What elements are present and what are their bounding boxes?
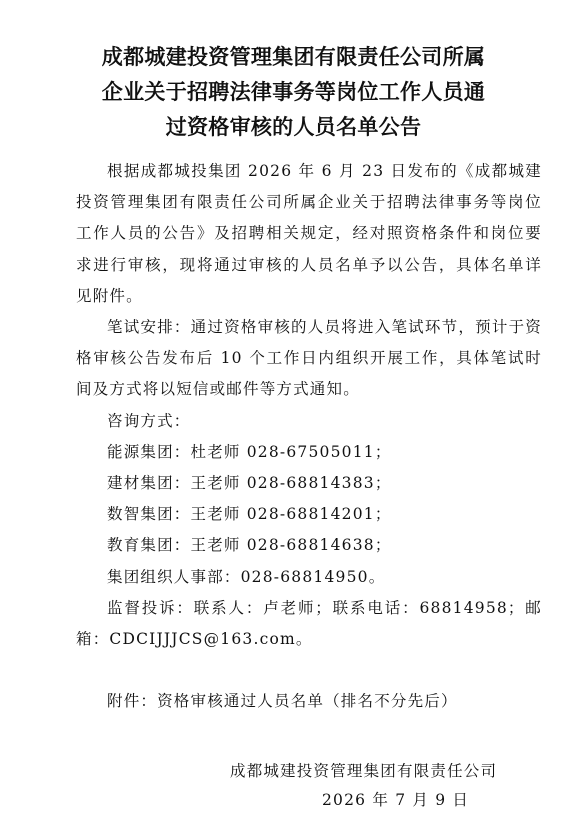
contact-heading: 咨询方式： <box>107 411 191 430</box>
contact-line-education: 教育集团：王老师 028-68814638； <box>107 536 392 555</box>
issue-date: 2026 年 7 月 9 日 <box>322 791 470 809</box>
paragraph-gap <box>76 655 542 686</box>
issuing-organization: 成都城建投资管理集团有限责任公司 <box>230 762 498 780</box>
contact-line-materials: 建材集团：王老师 028-68814383； <box>107 474 392 493</box>
exam-paragraph: 笔试安排：通过资格审核的人员将进入笔试环节，预计于资格审核公告发布后 10 个工作日内组织开展工作，具体笔试时间及方式将以短信或邮件等方式通知。 <box>76 318 542 399</box>
contact-line-digital: 数智集团：王老师 028-68814201； <box>107 505 392 524</box>
contact-line-hr: 集团组织人事部：028-68814950。 <box>107 567 386 586</box>
document-body <box>76 156 542 717</box>
title-line-3: 过资格审核的人员名单公告 <box>165 115 422 139</box>
title-line-2: 企业关于招聘法律事务等岗位工作人员通 <box>101 80 486 104</box>
attachment-note: 附件：资格审核通过人员名单（排名不分先后） <box>107 692 458 711</box>
intro-paragraph: 根据成都城投集团 2026 年 6 月 23 日发布的《成都城建投资管理集团有限责任公司所属企业关于招聘法律事务等岗位工作人员的公告》及招聘相关规定，经对照资格条件和岗位要求进行审核，现将通过审核的人员名单予以公告，具体名单详见附件。 <box>76 162 542 305</box>
title-line-1: 成都城建投资管理集团有限责任公司所属 <box>101 45 486 69</box>
supervision-paragraph: 监督投诉：联系人：卢老师；联系电话：68814958；邮箱：CDCIJJJCS@163.com。 <box>76 598 542 649</box>
document-title <box>40 40 547 145</box>
contact-line-energy: 能源集团：杜老师 028-67505011； <box>107 442 392 461</box>
